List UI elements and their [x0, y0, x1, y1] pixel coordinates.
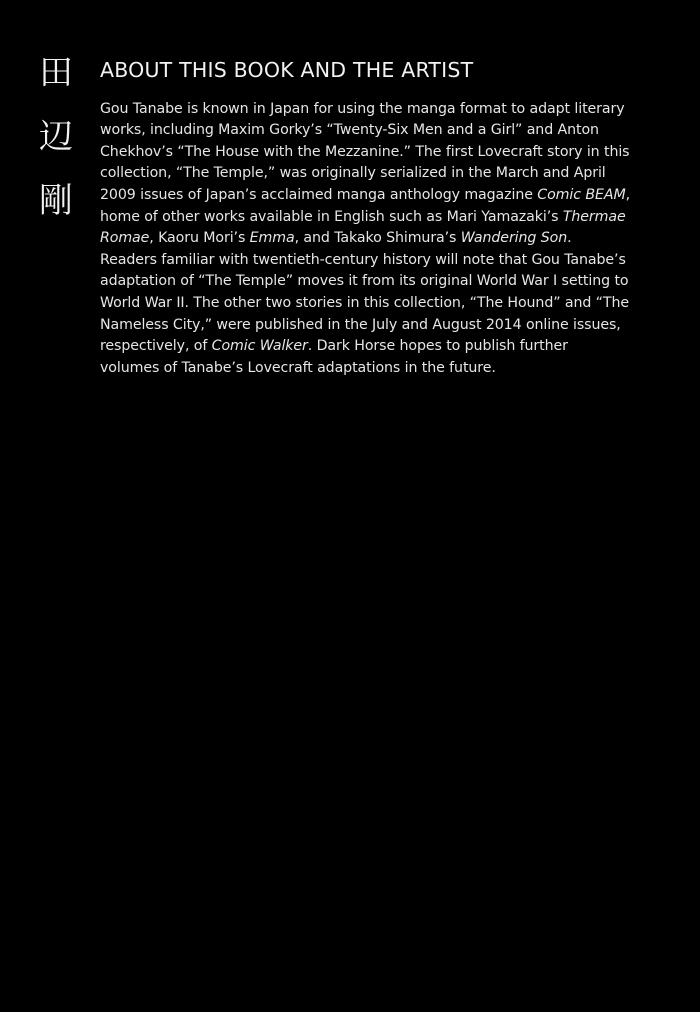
article-heading: ABOUT THIS BOOK AND THE ARTIST	[100, 58, 474, 82]
body-segment: Gou Tanabe is known in Japan for using the manga format to adapt literary works, including Maxim Gorky’s “Twenty-Six Men and a Girl” and Anton Chekhov’s “The House with the Mezzanine.” The first Lovecraft story in this collection, “The Temple,” was originally serialized in the March and April 2009 issues of Japan’s acclaimed manga anthology magazine	[100, 100, 630, 203]
work-title: Emma	[249, 230, 295, 247]
body-segment: , home of other works available in English such as Mari Yamazaki’s	[100, 186, 631, 225]
magazine-title: Comic BEAM	[537, 186, 626, 203]
work-title: Wandering Son	[460, 230, 568, 247]
author-name-vertical	[36, 53, 76, 248]
magazine-title: Comic Walker	[211, 338, 308, 355]
body-segment: . Readers familiar with twentieth-century history will note that Gou Tanabe’s adaptation of “The Temple” moves it from its original World War I setting to World War II. The other two stories in this collection, “The Hound” and “The Nameless City,” were published in the July and August 2014 online issues, respectively, of	[100, 230, 630, 355]
author-name-char: 辺	[39, 117, 73, 157]
body-segment: . Dark Horse hopes to publish further volumes of Tanabe’s Lovecraft adaptations in the future.	[100, 338, 568, 376]
body-segment: , and Takako Shimura’s	[294, 230, 461, 247]
work-title: Thermae Romae	[100, 208, 626, 247]
author-name-char: 剛	[39, 181, 73, 221]
body-segment: , Kaoru Mori’s	[149, 230, 250, 247]
article	[100, 58, 630, 379]
article-body	[100, 99, 630, 380]
author-name-char: 田	[39, 53, 73, 93]
